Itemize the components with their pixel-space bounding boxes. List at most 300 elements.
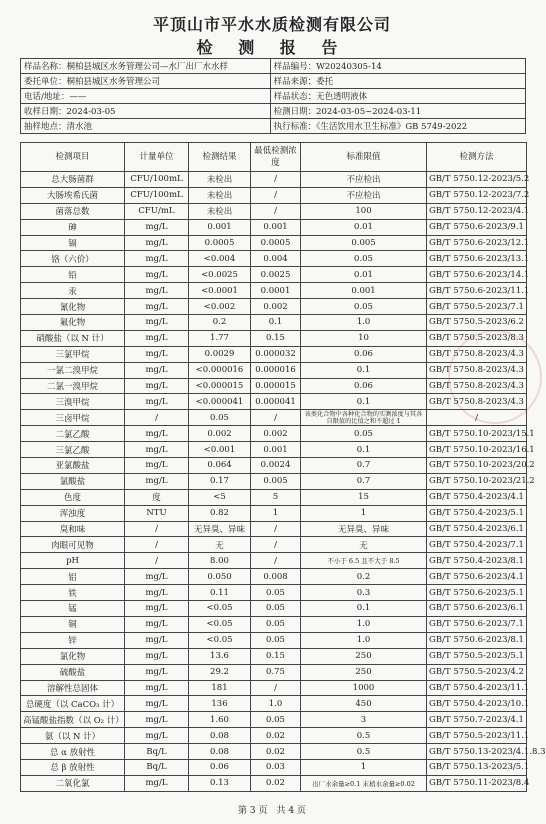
cell-unit: mg/L: [125, 219, 189, 235]
table-row: [21, 775, 527, 791]
cell-unit: CFU/mL: [125, 203, 189, 219]
test-date-cell: [270, 104, 525, 119]
status-cell: [270, 89, 525, 104]
source-cell: [270, 74, 525, 89]
cell-result: 13.6: [189, 648, 251, 664]
cell-result: 1.60: [189, 712, 251, 728]
cell-item: 二氧化氯: [21, 775, 125, 791]
cell-result: 0.0005: [189, 235, 251, 251]
cell-method: GB/T 5750.5-2023/7.1: [427, 299, 527, 315]
cell-method: GB/T 5750.6-2023/11.1: [427, 283, 527, 299]
cell-standard-limit: 0.06: [301, 378, 427, 394]
cell-standard-limit: 250: [301, 664, 427, 680]
cell-detection-limit: 5: [251, 489, 301, 505]
phone-cell: [21, 89, 271, 104]
cell-detection-limit: 0.05: [251, 616, 301, 632]
cell-standard-limit: 0.05: [301, 251, 427, 267]
cell-item: 铝: [21, 569, 125, 585]
seal-stamp: [448, 330, 542, 424]
cell-item: 臭和味: [21, 521, 125, 537]
cell-item: 二氯乙酸: [21, 426, 125, 442]
table-row: [21, 219, 527, 235]
cell-item: 一氯二溴甲烷: [21, 362, 125, 378]
header-unit: 计量单位: [125, 143, 189, 172]
cell-item: 三氯乙酸: [21, 442, 125, 458]
cell-result: 181: [189, 680, 251, 696]
sample-name-label: 样品名称：: [24, 62, 67, 72]
cell-method: GB/T 5750.6-2023/9.1: [427, 219, 527, 235]
cell-result: 0.08: [189, 744, 251, 760]
cell-unit: mg/L: [125, 648, 189, 664]
cell-detection-limit: 0.05: [251, 585, 301, 601]
cell-result: 0.11: [189, 585, 251, 601]
cell-standard-limit: 0.3: [301, 585, 427, 601]
cell-method: GB/T 5750.10-2023/21.2: [427, 473, 527, 489]
client-label: 委托单位：: [24, 77, 67, 87]
cell-method: GB/T 5750.4-2023/5.1: [427, 505, 527, 521]
cell-detection-limit: 0.001: [251, 219, 301, 235]
table-row: [21, 521, 527, 537]
cell-detection-limit: 0.02: [251, 744, 301, 760]
cell-standard-limit: 100: [301, 203, 427, 219]
cell-detection-limit: 0.0025: [251, 267, 301, 283]
cell-method: GB/T 5750.4-2023/7.1: [427, 537, 527, 553]
cell-result: <0.002: [189, 299, 251, 315]
info-row: [21, 74, 526, 89]
cell-method: GB/T 5750.5-2023/8.3: [427, 330, 527, 346]
cell-standard-limit: 0.005: [301, 235, 427, 251]
table-row: [21, 569, 527, 585]
cell-result: 未检出: [189, 203, 251, 219]
cell-unit: mg/L: [125, 473, 189, 489]
table-row: [21, 394, 527, 410]
cell-method: GB/T 5750.6-2023/12.1: [427, 235, 527, 251]
cell-result: 未检出: [189, 172, 251, 188]
sample-info-table: [20, 58, 526, 134]
cell-standard-limit: 0.01: [301, 219, 427, 235]
cell-item: 铅: [21, 267, 125, 283]
cell-method: GB/T 5750.12-2023/7.2: [427, 187, 527, 203]
table-row: [21, 426, 527, 442]
cell-result: 29.2: [189, 664, 251, 680]
cell-standard-limit: 不应检出: [301, 187, 427, 203]
cell-detection-limit: 0.008: [251, 569, 301, 585]
cell-detection-limit: 0.0024: [251, 458, 301, 474]
cell-method: GB/T 5750.11-2023/8.4: [427, 775, 527, 791]
cell-standard-limit: 0.1: [301, 394, 427, 410]
cell-method: GB/T 5750.5-2023/6.2: [427, 315, 527, 331]
cell-method: GB/T 5750.8-2023/4.3: [427, 362, 527, 378]
header-standard-limit: 标准限值: [301, 143, 427, 172]
cell-result: 136: [189, 696, 251, 712]
client-value: 桐柏县城区水务管理公司: [66, 77, 161, 87]
cell-standard-limit: 1: [301, 759, 427, 775]
table-row: [21, 712, 527, 728]
cell-standard-limit: 15: [301, 489, 427, 505]
cell-unit: mg/L: [125, 315, 189, 331]
cell-unit: mg/L: [125, 283, 189, 299]
cell-item: 铁: [21, 585, 125, 601]
cell-item: 总硬度（以 CaCO₃ 计）: [21, 696, 125, 712]
cell-standard-limit: 0.5: [301, 728, 427, 744]
cell-standard-limit: 0.01: [301, 267, 427, 283]
cell-item: 二氯一溴甲烷: [21, 378, 125, 394]
cell-method: GB/T 5750.4-2023/11.1: [427, 680, 527, 696]
cell-method: GB/T 5750.13-2023/4.1.8.3: [427, 744, 527, 760]
phone-value: ——: [69, 92, 87, 102]
cell-item: 亚氯酸盐: [21, 458, 125, 474]
table-row: [21, 664, 527, 680]
table-row: [21, 601, 527, 617]
cell-item: 总 α 放射性: [21, 744, 125, 760]
standard-value: 《生活饮用水卫生标准》GB 5749-2022: [316, 122, 468, 132]
cell-detection-limit: 0.000016: [251, 362, 301, 378]
cell-detection-limit: 0.1: [251, 315, 301, 331]
cell-item: 氨（以 N 计）: [21, 728, 125, 744]
cell-unit: /: [125, 521, 189, 537]
cell-result: 0.0029: [189, 346, 251, 362]
cell-unit: Bq/L: [125, 759, 189, 775]
cell-method: GB/T 5750.8-2023/4.3: [427, 394, 527, 410]
cell-result: <0.001: [189, 442, 251, 458]
cell-result: 0.064: [189, 458, 251, 474]
cell-standard-limit: 不应检出: [301, 172, 427, 188]
header-detection-limit: 最低检测浓度: [251, 143, 301, 172]
cell-item: 高锰酸盐指数（以 O₂ 计）: [21, 712, 125, 728]
cell-item: 汞: [21, 283, 125, 299]
cell-standard-limit: 1.0: [301, 632, 427, 648]
cell-standard-limit: 0.7: [301, 458, 427, 474]
cell-item: 氟化物: [21, 315, 125, 331]
info-row: [21, 119, 526, 134]
cell-detection-limit: 0.001: [251, 442, 301, 458]
cell-unit: mg/L: [125, 235, 189, 251]
cell-detection-limit: 0.02: [251, 775, 301, 791]
cell-detection-limit: 0.05: [251, 601, 301, 617]
source-label: 样品来源：: [273, 77, 317, 87]
cell-result: 0.06: [189, 759, 251, 775]
cell-item: 氰化物: [21, 299, 125, 315]
cell-item: 锰: [21, 601, 125, 617]
cell-unit: /: [125, 553, 189, 569]
cell-method: GB/T 5750.6-2023/6.1: [427, 601, 527, 617]
cell-unit: /: [125, 410, 189, 426]
cell-detection-limit: 0.000032: [251, 346, 301, 362]
status-label: 样品状态：: [273, 92, 317, 102]
cell-unit: mg/L: [125, 394, 189, 410]
cell-item: 肉眼可见物: [21, 537, 125, 553]
cell-standard-limit: 0.1: [301, 362, 427, 378]
cell-item: 铜: [21, 616, 125, 632]
test-date-label: 检测日期：: [273, 107, 317, 117]
cell-unit: mg/L: [125, 632, 189, 648]
cell-method: GB/T 5750.10-2023/16.1: [427, 442, 527, 458]
cell-detection-limit: 0.03: [251, 759, 301, 775]
cell-unit: mg/L: [125, 728, 189, 744]
results-table: [20, 142, 546, 792]
cell-method: GB/T 5750.4-2023/6.1: [427, 521, 527, 537]
cell-unit: mg/L: [125, 362, 189, 378]
cell-result: 0.08: [189, 728, 251, 744]
cell-method: GB/T 5750.4-2023/8.1: [427, 553, 527, 569]
cell-unit: mg/L: [125, 775, 189, 791]
sample-no-label: 样品编号：: [273, 62, 317, 72]
cell-result: <0.05: [189, 601, 251, 617]
cell-detection-limit: /: [251, 410, 301, 426]
site-cell: [21, 119, 271, 134]
table-row: [21, 203, 527, 219]
report-header: [0, 12, 544, 58]
cell-standard-limit: 3: [301, 712, 427, 728]
table-row: [21, 251, 527, 267]
cell-result: <0.004: [189, 251, 251, 267]
cell-item: 氯酸盐: [21, 473, 125, 489]
cell-method: GB/T 5750.6-2023/8.1: [427, 632, 527, 648]
cell-unit: mg/L: [125, 664, 189, 680]
cell-standard-limit: 0.001: [301, 283, 427, 299]
cell-detection-limit: /: [251, 203, 301, 219]
cell-result: <0.000016: [189, 362, 251, 378]
cell-unit: mg/L: [125, 712, 189, 728]
header-item: 检测项目: [21, 143, 125, 172]
organization-name: 平顶山市平水水质检测有限公司: [152, 15, 391, 34]
cell-method: GB/T 5750.12-2023/4.1: [427, 203, 527, 219]
cell-item: 浑浊度: [21, 505, 125, 521]
cell-method: GB/T 5750.5-2023/11.1: [427, 728, 527, 744]
table-row: [21, 585, 527, 601]
cell-unit: mg/L: [125, 585, 189, 601]
cell-detection-limit: 0.15: [251, 648, 301, 664]
table-row: [21, 489, 527, 505]
cell-item: 总 β 放射性: [21, 759, 125, 775]
phone-label: 电话/地址：: [24, 92, 70, 102]
cell-detection-limit: /: [251, 187, 301, 203]
cell-method: GB/T 5750.4-2023/10.1: [427, 696, 527, 712]
cell-method: GB/T 5750.6-2023/5.1: [427, 585, 527, 601]
table-row: [21, 537, 527, 553]
cell-standard-limit: 不小于 6.5 且不大于 8.5: [301, 553, 427, 569]
cell-item: 大肠埃希氏菌: [21, 187, 125, 203]
cell-item: 镉: [21, 235, 125, 251]
client-cell: [21, 74, 271, 89]
cell-method: GB/T 5750.6-2023/4.1: [427, 569, 527, 585]
cell-method: GB/T 5750.7-2023/4.1: [427, 712, 527, 728]
cell-detection-limit: 0.000015: [251, 378, 301, 394]
cell-item: 砷: [21, 219, 125, 235]
cell-unit: NTU: [125, 505, 189, 521]
sample-no-value: W20240305-14: [316, 62, 382, 72]
cell-detection-limit: 0.0001: [251, 283, 301, 299]
cell-detection-limit: 0.002: [251, 299, 301, 315]
cell-method: GB/T 5750.6-2023/13.1: [427, 251, 527, 267]
cell-standard-limit: 0.05: [301, 299, 427, 315]
cell-detection-limit: 0.05: [251, 712, 301, 728]
cell-standard-limit: 250: [301, 648, 427, 664]
cell-standard-limit: 10: [301, 330, 427, 346]
cell-result: 0.13: [189, 775, 251, 791]
cell-result: 0.82: [189, 505, 251, 521]
table-row: [21, 680, 527, 696]
cell-standard-limit: 0.5: [301, 744, 427, 760]
header-method: 检测方法: [427, 143, 527, 172]
cell-unit: mg/L: [125, 569, 189, 585]
page-footer: 第 3 页 共 4 页: [238, 806, 306, 816]
cell-standard-limit: 1000: [301, 680, 427, 696]
cell-detection-limit: /: [251, 521, 301, 537]
cell-unit: mg/L: [125, 299, 189, 315]
cell-detection-limit: 0.002: [251, 426, 301, 442]
cell-unit: mg/L: [125, 458, 189, 474]
cell-unit: 度: [125, 489, 189, 505]
cell-standard-limit: 1: [301, 505, 427, 521]
cell-detection-limit: /: [251, 553, 301, 569]
cell-result: 0.001: [189, 219, 251, 235]
cell-unit: mg/L: [125, 442, 189, 458]
cell-item: 色度: [21, 489, 125, 505]
cell-standard-limit: 出厂水余量≥0.1 末梢水余量≥0.02: [301, 775, 427, 791]
status-value: 无色透明液体: [316, 92, 368, 102]
table-row: [21, 283, 527, 299]
cell-method: GB/T 5750.10-2023/15.1: [427, 426, 527, 442]
standard-cell: [270, 119, 525, 134]
info-row: [21, 104, 526, 119]
cell-result: 0.17: [189, 473, 251, 489]
cell-unit: CFU/100mL: [125, 172, 189, 188]
cell-result: 0.050: [189, 569, 251, 585]
received-cell: [21, 104, 271, 119]
received-value: 2024-03-05: [66, 107, 116, 117]
table-row: [21, 458, 527, 474]
table-row: [21, 632, 527, 648]
cell-standard-limit: 1.0: [301, 315, 427, 331]
cell-item: 铬（六价）: [21, 251, 125, 267]
cell-item: 硫酸盐: [21, 664, 125, 680]
cell-detection-limit: 0.75: [251, 664, 301, 680]
cell-detection-limit: /: [251, 172, 301, 188]
info-row: [21, 89, 526, 104]
cell-detection-limit: /: [251, 680, 301, 696]
cell-standard-limit: 0.7: [301, 473, 427, 489]
cell-item: 三氯甲烷: [21, 346, 125, 362]
header-result: 检测结果: [189, 143, 251, 172]
cell-detection-limit: /: [251, 537, 301, 553]
cell-result: <0.0025: [189, 267, 251, 283]
cell-result: 0.05: [189, 410, 251, 426]
cell-unit: mg/L: [125, 616, 189, 632]
cell-item: 三卤甲烷: [21, 410, 125, 426]
sample-name-value: 桐柏县城区水务管理公司—水厂出厂水水样: [66, 62, 229, 72]
cell-result: <0.000041: [189, 394, 251, 410]
cell-result: 0.2: [189, 315, 251, 331]
table-row: [21, 267, 527, 283]
cell-result: 0.002: [189, 426, 251, 442]
report-title: 检 测 报 告: [196, 38, 348, 57]
site-label: 抽样地点：: [24, 122, 67, 132]
cell-detection-limit: 0.05: [251, 632, 301, 648]
cell-item: 菌落总数: [21, 203, 125, 219]
cell-standard-limit: 0.1: [301, 442, 427, 458]
standard-label: 执行标准：: [273, 122, 317, 132]
cell-method: GB/T 5750.6-2023/7.1: [427, 616, 527, 632]
cell-unit: CFU/100mL: [125, 187, 189, 203]
cell-unit: mg/L: [125, 378, 189, 394]
cell-result: 无: [189, 537, 251, 553]
cell-unit: mg/L: [125, 426, 189, 442]
cell-detection-limit: 0.0005: [251, 235, 301, 251]
cell-detection-limit: 1.0: [251, 696, 301, 712]
cell-method: GB/T 5750.13-2023/5.1: [427, 759, 527, 775]
cell-result: <5: [189, 489, 251, 505]
cell-standard-limit: 无: [301, 537, 427, 553]
cell-detection-limit: 0.004: [251, 251, 301, 267]
cell-unit: mg/L: [125, 601, 189, 617]
cell-item: pH: [21, 553, 125, 569]
cell-method: GB/T 5750.8-2023/4.3: [427, 378, 527, 394]
cell-standard-limit: 无异臭、异味: [301, 521, 427, 537]
cell-standard-limit: 1.0: [301, 616, 427, 632]
cell-item: 总大肠菌群: [21, 172, 125, 188]
results-body: [21, 172, 546, 792]
cell-item: 氯化物: [21, 648, 125, 664]
cell-standard-limit: 该类化合物中各种化合物的实测浓度与其各自限值的比值之和不超过 1: [301, 410, 427, 426]
cell-unit: mg/L: [125, 346, 189, 362]
table-row: [21, 696, 527, 712]
cell-result: 无异臭、异味: [189, 521, 251, 537]
table-row: [21, 442, 527, 458]
cell-item: 硝酸盐（以 N 计）: [21, 330, 125, 346]
cell-standard-limit: 0.1: [301, 601, 427, 617]
cell-detection-limit: 0.000041: [251, 394, 301, 410]
cell-detection-limit: 0.005: [251, 473, 301, 489]
cell-method: GB/T 5750.4-2023/4.1: [427, 489, 527, 505]
cell-result: <0.05: [189, 616, 251, 632]
table-row: [21, 744, 527, 760]
sample-no-cell: [270, 59, 525, 74]
table-row: [21, 759, 527, 775]
table-row: [21, 728, 527, 744]
cell-method: /: [427, 410, 527, 426]
cell-method: GB/T 5750.6-2023/14.1: [427, 267, 527, 283]
cell-result: 8.00: [189, 553, 251, 569]
cell-method: GB/T 5750.8-2023/4.3: [427, 346, 527, 362]
source-value: 委托: [316, 77, 334, 87]
cell-unit: mg/L: [125, 330, 189, 346]
received-label: 收样日期：: [24, 107, 67, 117]
cell-detection-limit: 1: [251, 505, 301, 521]
cell-result: <0.000015: [189, 378, 251, 394]
cell-result: 1.77: [189, 330, 251, 346]
table-row: [21, 616, 527, 632]
table-row: [21, 410, 527, 426]
cell-standard-limit: 450: [301, 696, 427, 712]
info-row: [21, 59, 526, 74]
cell-detection-limit: 0.15: [251, 330, 301, 346]
cell-result: <0.0001: [189, 283, 251, 299]
results-header-row: [21, 143, 527, 172]
cell-unit: mg/L: [125, 267, 189, 283]
cell-standard-limit: 0.06: [301, 346, 427, 362]
cell-method: GB/T 5750.10-2023/20.2: [427, 458, 527, 474]
cell-unit: mg/L: [125, 251, 189, 267]
table-row: [21, 235, 527, 251]
table-row: [21, 330, 527, 346]
cell-result: <0.05: [189, 632, 251, 648]
table-row: [21, 299, 527, 315]
cell-unit: mg/L: [125, 680, 189, 696]
sample-name-cell: [21, 59, 271, 74]
cell-method: GB/T 5750.12-2023/5.2: [427, 172, 527, 188]
table-row: [21, 505, 527, 521]
